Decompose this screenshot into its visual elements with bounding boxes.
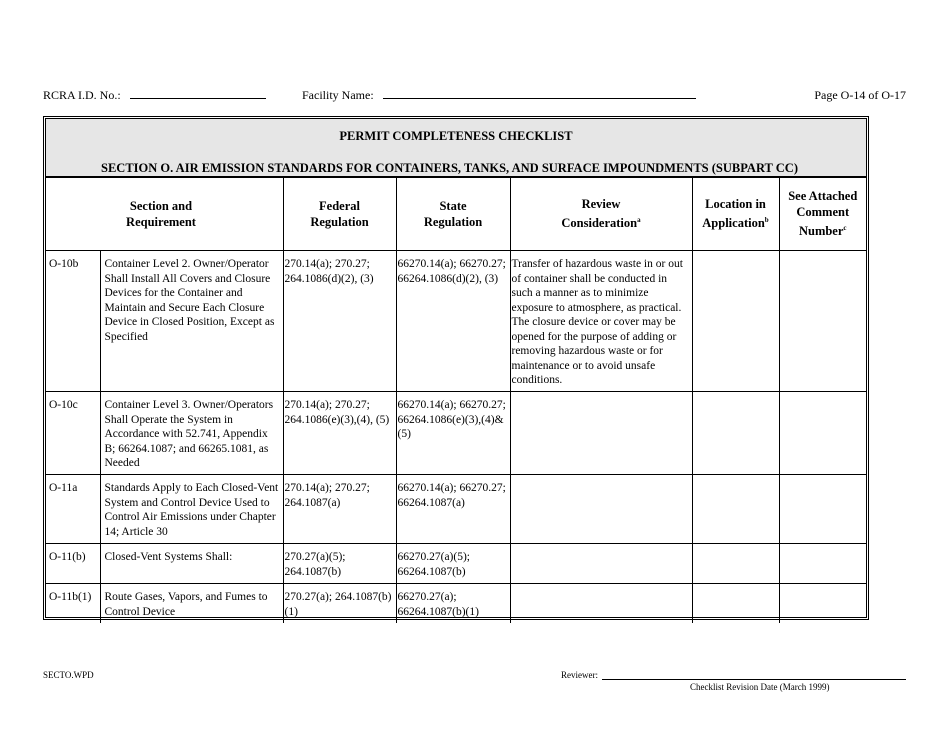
row-location-cell[interactable] — [692, 544, 779, 584]
row-location-cell[interactable] — [692, 584, 779, 623]
checklist-title-bar — [46, 119, 866, 177]
row-comment-cell[interactable] — [779, 475, 866, 544]
table-row — [46, 392, 866, 475]
col-header-section: Section and Requirement — [46, 178, 283, 251]
table-header-row — [46, 178, 866, 251]
facility-name-field[interactable] — [302, 88, 696, 103]
file-name: SECTO.WPD — [43, 670, 94, 680]
row-id: O-11b(1) — [46, 584, 100, 623]
row-federal-regulation: 270.27(a)(5); 264.1087(b) — [283, 544, 396, 584]
row-requirement: Container Level 2. Owner/Operator Shall Install All Covers and Closure Devices for the Container and Maintain and Secure Each Closure Device in Closed Position, Except as Specified — [100, 251, 283, 392]
row-federal-regulation: 270.14(a); 270.27; 264.1087(a) — [283, 475, 396, 544]
col-header-federal: Federal Regulation — [283, 178, 396, 251]
col-header-location: Location in Application$^b$ — [692, 178, 779, 251]
col-header-review: Review Consideration$^a$ — [510, 178, 692, 251]
row-id: O-11(b) — [46, 544, 100, 584]
row-review-consideration[interactable] — [510, 392, 692, 475]
row-id: O-10b — [46, 251, 100, 392]
col-header-comment: See Attached Comment Number$^c$ — [779, 178, 866, 251]
rcra-id-label: RCRA I.D. No.: — [43, 88, 121, 102]
row-comment-cell[interactable] — [779, 251, 866, 392]
table-row — [46, 251, 866, 392]
row-review-consideration[interactable] — [510, 584, 692, 623]
facility-name-label: Facility Name: — [302, 88, 374, 102]
section-title: SECTION O. AIR EMISSION STANDARDS FOR CONTAINERS, TANKS, AND SURFACE IMPOUNDMENTS (SUBPART CC) — [101, 161, 798, 175]
row-federal-regulation: 270.27(a); 264.1087(b)(1) — [283, 584, 396, 623]
row-id: O-11a — [46, 475, 100, 544]
row-federal-regulation: 270.14(a); 270.27; 264.1086(e)(3),(4), (5) — [283, 392, 396, 475]
reviewer-label: Reviewer: — [561, 670, 598, 680]
row-state-regulation: 66270.27(a)(5); 66264.1087(b) — [396, 544, 510, 584]
row-review-consideration[interactable] — [510, 475, 692, 544]
row-state-regulation: 66270.14(a); 66270.27; 66264.1087(a) — [396, 475, 510, 544]
row-location-cell[interactable] — [692, 475, 779, 544]
row-location-cell[interactable] — [692, 392, 779, 475]
checklist-title: PERMIT COMPLETENESS CHECKLIST — [339, 129, 573, 143]
row-location-cell[interactable] — [692, 251, 779, 392]
row-requirement: Route Gases, Vapors, and Fumes to Control Device — [100, 584, 283, 623]
row-review-consideration[interactable] — [510, 544, 692, 584]
table-row — [46, 584, 866, 623]
col-header-state: State Regulation — [396, 178, 510, 251]
table-row — [46, 475, 866, 544]
row-federal-regulation: 270.14(a); 270.27; 264.1086(d)(2), (3) — [283, 251, 396, 392]
rcra-id-line[interactable] — [130, 88, 266, 99]
row-comment-cell[interactable] — [779, 392, 866, 475]
page-number: Page O-14 of O-17 — [814, 88, 906, 102]
checklist-frame — [43, 116, 869, 620]
checklist-table — [46, 177, 866, 623]
reviewer-signature-line[interactable] — [602, 679, 906, 680]
row-id: O-10c — [46, 392, 100, 475]
row-requirement: Container Level 3. Owner/Operators Shall Operate the System in Accordance with 52.741, Appendix B; 66264.1087; and 66265.1081, as Needed — [100, 392, 283, 475]
row-comment-cell[interactable] — [779, 544, 866, 584]
row-review-consideration: Transfer of hazardous waste in or out of container shall be conducted in such a manner as to minimize exposure to atmosphere, as practical. The closure device or cover may be opened for the purpose of adding or removing hazardous waste or for maintenance or to avoid unsafe conditions. — [510, 251, 692, 392]
revision-date: Checklist Revision Date (March 1999) — [690, 682, 830, 692]
row-state-regulation: 66270.14(a); 66270.27; 66264.1086(d)(2), (3) — [396, 251, 510, 392]
rcra-id-field[interactable] — [43, 88, 266, 103]
table-row — [46, 544, 866, 584]
row-comment-cell[interactable] — [779, 584, 866, 623]
row-state-regulation: 66270.14(a); 66270.27; 66264.1086(e)(3),(4)& (5) — [396, 392, 510, 475]
row-requirement: Standards Apply to Each Closed-Vent System and Control Device Used to Control Air Emissions under Chapter 14; Article 30 — [100, 475, 283, 544]
row-state-regulation: 66270.27(a); 66264.1087(b)(1) — [396, 584, 510, 623]
row-requirement: Closed-Vent Systems Shall: — [100, 544, 283, 584]
facility-name-line[interactable] — [383, 88, 696, 99]
